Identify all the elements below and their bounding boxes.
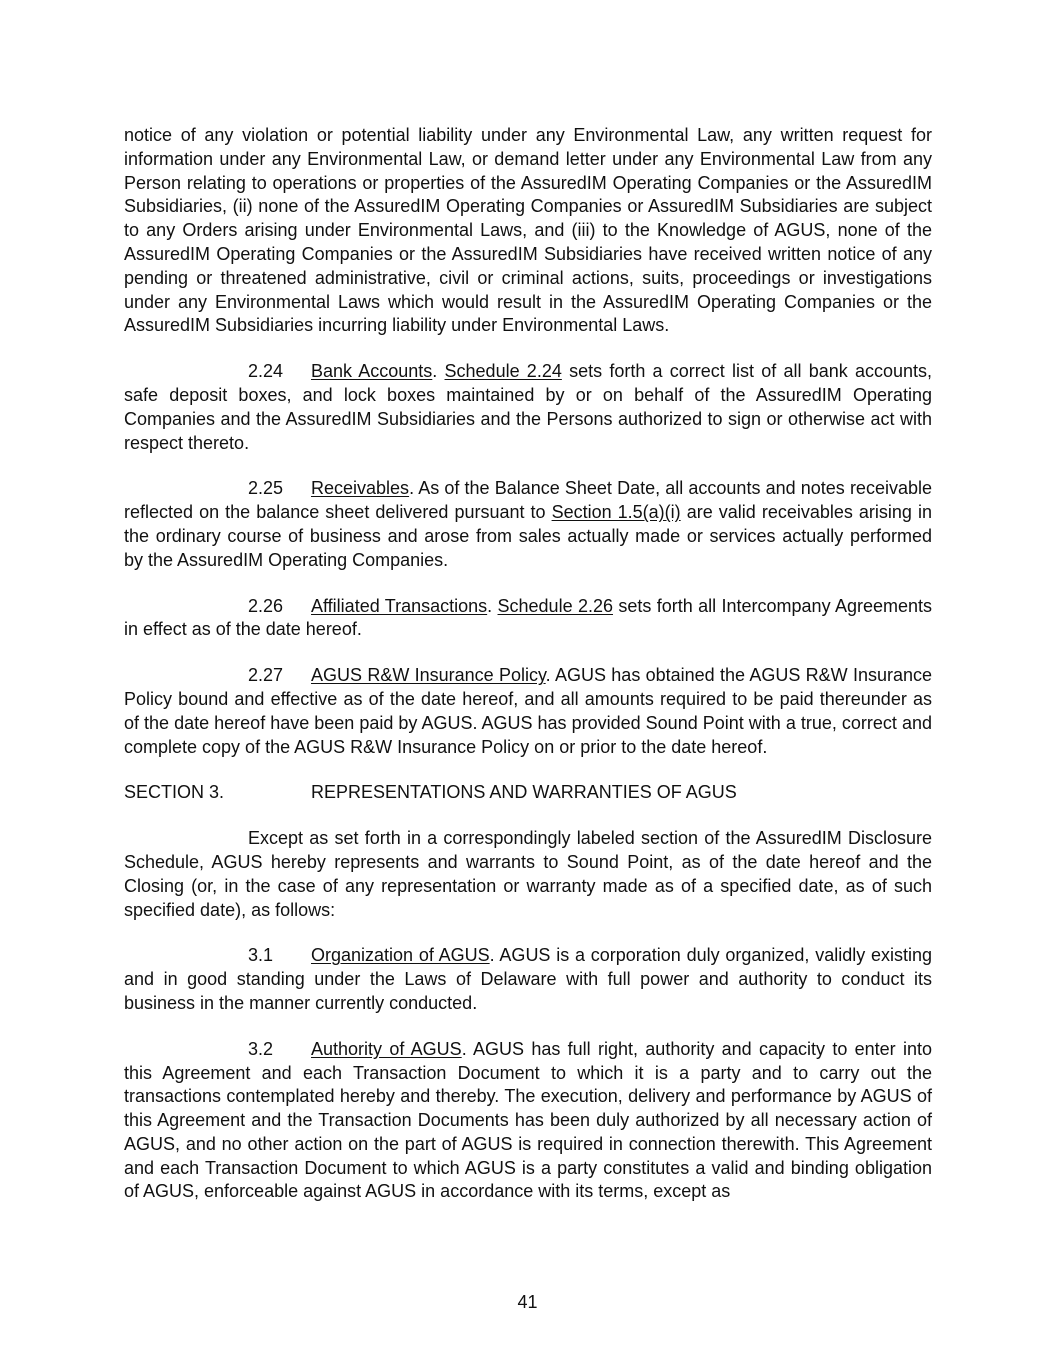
section-2-25: 2.25 Receivables. As of the Balance Sheet Date, all accounts and notes receivable reflected on the balance sheet delivered pursuant to Section 1.5(a)(i) are valid receivables arising in the ordinary course of business and arose from sales actually made or services actually performed by the AssuredIM Operating Companies. <box>124 478 932 570</box>
section-body: AGUS has full right, authority and capacity to enter into this Agreement and each Transaction Document to which it is a party and to carry out the transactions contemplated hereby and thereby. The execution, delivery and performance by AGUS of this Agreement and the Transaction Documents has been duly authorized by all necessary action of AGUS, and no other action on the part of AGUS is required in connection therewith. This Agreement and each Transaction Document to which AGUS is a party constitutes a valid and binding obligation of AGUS, enforceable against AGUS in accordance with its terms, except as <box>124 1038 932 1202</box>
section-body: AGUS is a corporation duly organized, validly existing and in good standing under the Laws of Delaware with full power and authority to conduct its business in the manner currently conducted. <box>124 945 933 1013</box>
section-2-27: 2.27 AGUS R&W Insurance Policy. AGUS has obtained the AGUS R&W Insurance Policy bound and effective as of the date hereof, and all amounts required to be paid thereunder as of the date hereof have been paid by AGUS. AGUS has provided Sound Point with a true, correct and complete copy of the AGUS R&W Insurance Policy on or prior to the date hereof. <box>124 665 932 757</box>
section-3-2: 3.2 Authority of AGUS. AGUS has full right, authority and capacity to enter into this Agreement and each Transaction Document to which it is a party and to carry out the transactions contemplated hereby and thereby. The execution, delivery and performance by AGUS of this Agreement and the Transaction Documents has been duly authorized by all necessary action of AGUS, and no other action on the part of AGUS is required in connection therewith. This Agreement and each Transaction Document to which AGUS is a party constitutes a valid and binding obligation of AGUS, enforceable against AGUS in accordance with its terms, except as <box>124 1038 932 1202</box>
section-number: 2.25 <box>248 478 284 499</box>
section-number: 2.26 <box>248 595 284 616</box>
section-title: Organization of AGUS <box>311 945 490 966</box>
section-title: AGUS R&W Insurance Policy <box>311 665 546 686</box>
section-reference: Section 1.5(a)(i) <box>551 502 681 523</box>
section-body-continued: are valid receivables arising in the ordinary course of business and arose from sales actually made or services actually performed by the AssuredIM Operating Companies. <box>124 502 932 570</box>
section-number: 2.27 <box>248 665 284 686</box>
section-body: As of the Balance Sheet Date, all accounts and notes receivable reflected on the balance sheet delivered pursuant to <box>124 478 932 523</box>
section-body: AGUS has obtained the AGUS R&W Insurance Policy bound and effective as of the date hereof, and all amounts required to be paid thereunder as of the date hereof have been paid by AGUS. AGUS has provided Sound Point with a true, correct and complete copy of the AGUS R&W Insurance Policy on or prior to the date hereof. <box>124 665 932 757</box>
section-3-heading <box>124 781 932 805</box>
section-3-1: 3.1 Organization of AGUS. AGUS is a corporation duly organized, validly existing and in good standing under the Laws of Delaware with full power and authority to conduct its business in the manner currently conducted. <box>124 945 933 1013</box>
document-page <box>124 124 932 1204</box>
section-title: Affiliated Transactions <box>311 595 488 616</box>
schedule-reference: Schedule 2.26 <box>497 595 613 616</box>
section-number: 2.24 <box>248 361 284 382</box>
section-title: Receivables <box>311 478 410 499</box>
section-2-26: 2.26 Affiliated Transactions. Schedule 2.26 sets forth all Intercompany Agreements in effect as of the date hereof. <box>124 595 932 640</box>
continuation-paragraph: notice of any violation or potential liability under any Environmental Law, any written request for information under any Environmental Law, or demand letter under any Environmental Law from any Person relating to operations or properties of the AssuredIM Operating Companies or the AssuredIM Subsidiaries, (ii) none of the AssuredIM Operating Companies or AssuredIM Subsidiaries are subject to any Orders arising under Environmental Laws, and (iii) to the Knowledge of AGUS, none of the AssuredIM Operating Companies or the AssuredIM Subsidiaries have received written notice of any pending or threatened administrative, civil or criminal actions, suits, proceedings or investigations under any Environmental Laws which would result in the AssuredIM Operating Companies or the AssuredIM Subsidiaries incurring liability under Environmental Laws. <box>124 125 932 336</box>
schedule-reference: Schedule 2.24 <box>444 361 562 382</box>
page-number: 41 <box>517 1292 538 1312</box>
section-number: 3.1 <box>248 945 274 966</box>
section-2-24: 2.24 Bank Accounts. Schedule 2.24 sets forth a correct list of all bank accounts, safe deposit boxes, and lock boxes maintained by or on behalf of the AssuredIM Operating Companies and the AssuredIM Subsidiaries and the Persons authorized to sign or otherwise act with respect thereto. <box>124 361 933 453</box>
section-heading-number: SECTION 3. <box>124 782 225 803</box>
section-3-intro: Except as set forth in a correspondingly labeled section of the AssuredIM Disclosure Schedule, AGUS hereby represents and warrants to Sound Point, as of the date hereof and the Closing (or, in the case of any representation or warranty made as of a specified date, as of such specified date), as follows: <box>124 828 932 920</box>
section-body: sets forth a correct list of all bank accounts, safe deposit boxes, and lock boxes maintained by or on behalf of the AssuredIM Operating Companies and the AssuredIM Subsidiaries and the Persons authorized to sign or otherwise act with respect thereto. <box>124 361 933 453</box>
section-number: 3.2 <box>248 1038 274 1059</box>
section-body: sets forth all Intercompany Agreements in effect as of the date hereof. <box>124 595 932 640</box>
section-title: Bank Accounts <box>311 361 433 382</box>
section-heading-title: REPRESENTATIONS AND WARRANTIES OF AGUS <box>311 782 737 803</box>
section-title: Authority of AGUS <box>311 1038 462 1059</box>
